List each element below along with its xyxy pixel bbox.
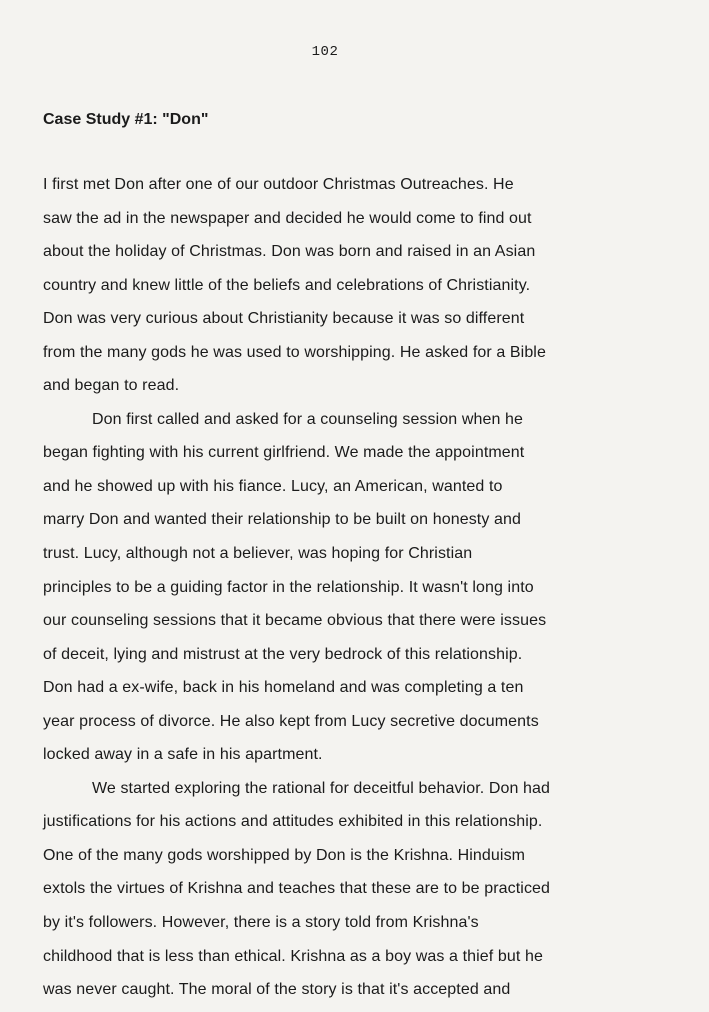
text-line: Don was very curious about Christianity because it was so different xyxy=(43,310,525,328)
text-line: Don had a ex-wife, back in his homeland and was completing a ten xyxy=(43,679,524,697)
text-line: by it's followers. However, there is a story told from Krishna's xyxy=(43,914,479,932)
case-study-heading: Case Study #1: "Don" xyxy=(43,111,209,128)
text-line: marry Don and wanted their relationship to be built on honesty and xyxy=(43,511,521,529)
text-line: Don first called and asked for a counseling session when he xyxy=(92,410,524,428)
text-line: One of the many gods worshipped by Don is the Krishna. Hinduism xyxy=(43,846,526,864)
text-line: country and knew little of the beliefs and celebrations of Christianity. xyxy=(43,276,531,294)
text-line: year process of divorce. He also kept from Lucy secretive documents xyxy=(43,712,539,730)
text-line: and he showed up with his fiance. Lucy, an American, wanted to xyxy=(43,477,503,495)
text-line: was never caught. The moral of the story is that it's accepted and xyxy=(43,981,511,999)
page-number: 102 xyxy=(311,44,339,60)
text-line: our counseling sessions that it became obvious that there were issues xyxy=(43,612,547,630)
text-line: trust. Lucy, although not a believer, was hoping for Christian xyxy=(43,545,473,563)
text-line: locked away in a safe in his apartment. xyxy=(43,746,323,764)
text-line: extols the virtues of Krishna and teaches that these are to be practiced xyxy=(43,880,551,898)
text-line: and began to read. xyxy=(43,377,180,395)
text-line: justifications for his actions and attitudes exhibited in this relationship. xyxy=(43,813,543,831)
text-line: saw the ad in the newspaper and decided he would come to find out xyxy=(43,209,532,227)
text-line: from the many gods he was used to worshipping. He asked for a Bible xyxy=(43,343,546,361)
text-line: We started exploring the rational for deceitful behavior. Don had xyxy=(92,779,551,797)
text-line: I first met Don after one of our outdoor Christmas Outreaches. He xyxy=(43,176,514,193)
text-line: of deceit, lying and mistrust at the very bedrock of this relationship. xyxy=(43,645,523,663)
text-line: childhood that is less than ethical. Krishna as a boy was a thief but he xyxy=(43,947,543,965)
text-line: principles to be a guiding factor in the relationship. It wasn't long into xyxy=(43,578,534,596)
body-text xyxy=(43,173,643,1012)
text-line: began fighting with his current girlfriend. We made the appointment xyxy=(43,444,525,462)
text-line: about the holiday of Christmas. Don was born and raised in an Asian xyxy=(43,243,536,261)
